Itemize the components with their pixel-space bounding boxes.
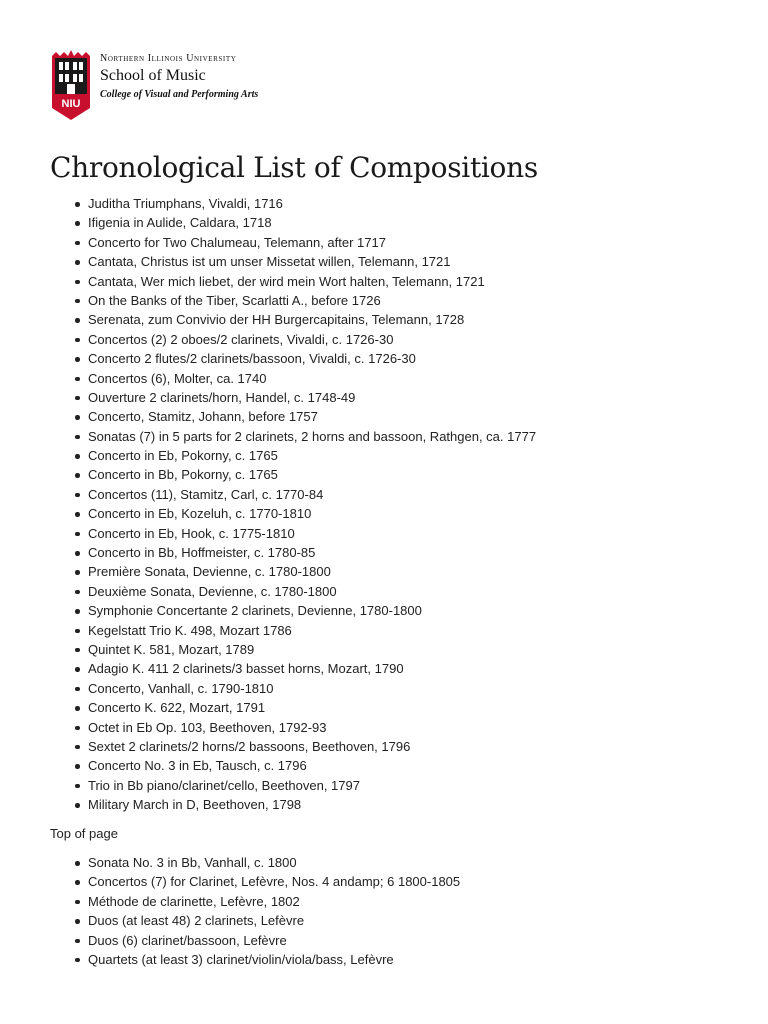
list-item: Duos (6) clarinet/bassoon, Lefèvre [88, 931, 460, 950]
list-item: Concerto in Bb, Pokorny, c. 1765 [88, 465, 536, 484]
list-item: Concerto 2 flutes/2 clarinets/bassoon, Vivaldi, c. 1726-30 [88, 349, 536, 368]
list-item: Trio in Bb piano/clarinet/cello, Beethoven, 1797 [88, 776, 536, 795]
list-item: Symphonie Concertante 2 clarinets, Devienne, 1780-1800 [88, 601, 536, 620]
list-item: Concerto, Stamitz, Johann, before 1757 [88, 407, 536, 426]
list-item: Ifigenia in Aulide, Caldara, 1718 [88, 213, 536, 232]
college-name[interactable]: College of Visual and Performing Arts [100, 89, 259, 100]
list-item: Concerto No. 3 in Eb, Tausch, c. 1796 [88, 756, 536, 775]
list-item: Concertos (11), Stamitz, Carl, c. 1770-84 [88, 485, 536, 504]
list-item: On the Banks of the Tiber, Scarlatti A., before 1726 [88, 291, 536, 310]
list-item: Duos (at least 48) 2 clarinets, Lefèvre [88, 911, 460, 930]
university-name: Northern Illinois University [100, 53, 237, 64]
list-item: Concerto in Eb, Kozeluh, c. 1770-1810 [88, 504, 536, 523]
page-title: Chronological List of Compositions [50, 151, 538, 184]
list-item: Sextet 2 clarinets/2 horns/2 bassoons, Beethoven, 1796 [88, 737, 536, 756]
list-item: Première Sonata, Devienne, c. 1780-1800 [88, 562, 536, 581]
list-item: Adagio K. 411 2 clarinets/3 basset horns, Mozart, 1790 [88, 659, 536, 678]
compositions-list-1 [50, 194, 536, 815]
list-item: Concerto, Vanhall, c. 1790-1810 [88, 679, 536, 698]
list-item: Concerto for Two Chalumeau, Telemann, after 1717 [88, 233, 536, 252]
list-item: Quintet K. 581, Mozart, 1789 [88, 640, 536, 659]
list-item: Deuxième Sonata, Devienne, c. 1780-1800 [88, 582, 536, 601]
list-item: Serenata, zum Convivio der HH Burgercapitains, Telemann, 1728 [88, 310, 536, 329]
top-of-page-link[interactable]: Top of page [50, 826, 118, 841]
header-text [100, 50, 258, 101]
list-item: Concerto in Eb, Hook, c. 1775-1810 [88, 524, 536, 543]
list-item: Cantata, Wer mich liebet, der wird mein Wort halten, Telemann, 1721 [88, 272, 536, 291]
list-item: Concertos (6), Molter, ca. 1740 [88, 369, 536, 388]
list-item: Kegelstatt Trio K. 498, Mozart 1786 [88, 621, 536, 640]
list-item: Concertos (7) for Clarinet, Lefèvre, Nos. 4 andamp; 6 1800-1805 [88, 872, 460, 891]
list-item: Cantata, Christus ist um unser Missetat willen, Telemann, 1721 [88, 252, 536, 271]
compositions-list-2 [50, 853, 460, 969]
site-header [50, 50, 258, 122]
list-item: Military March in D, Beethoven, 1798 [88, 795, 536, 814]
list-item: Juditha Triumphans, Vivaldi, 1716 [88, 194, 536, 213]
list-item: Sonata No. 3 in Bb, Vanhall, c. 1800 [88, 853, 460, 872]
school-name[interactable]: School of Music [100, 67, 206, 84]
list-item: Concerto in Bb, Hoffmeister, c. 1780-85 [88, 543, 536, 562]
list-item: Sonatas (7) in 5 parts for 2 clarinets, 2 horns and bassoon, Rathgen, ca. 1777 [88, 427, 536, 446]
list-item: Quartets (at least 3) clarinet/violin/viola/bass, Lefèvre [88, 950, 460, 969]
list-item: Concerto K. 622, Mozart, 1791 [88, 698, 536, 717]
list-item: Méthode de clarinette, Lefèvre, 1802 [88, 892, 460, 911]
list-item: Concerto in Eb, Pokorny, c. 1765 [88, 446, 536, 465]
list-item: Ouverture 2 clarinets/horn, Handel, c. 1748-49 [88, 388, 536, 407]
niu-logo[interactable] [50, 50, 92, 120]
list-item: Octet in Eb Op. 103, Beethoven, 1792-93 [88, 718, 536, 737]
list-item: Concertos (2) 2 oboes/2 clarinets, Vivaldi, c. 1726-30 [88, 330, 536, 349]
logo-text: NIU [61, 98, 81, 110]
